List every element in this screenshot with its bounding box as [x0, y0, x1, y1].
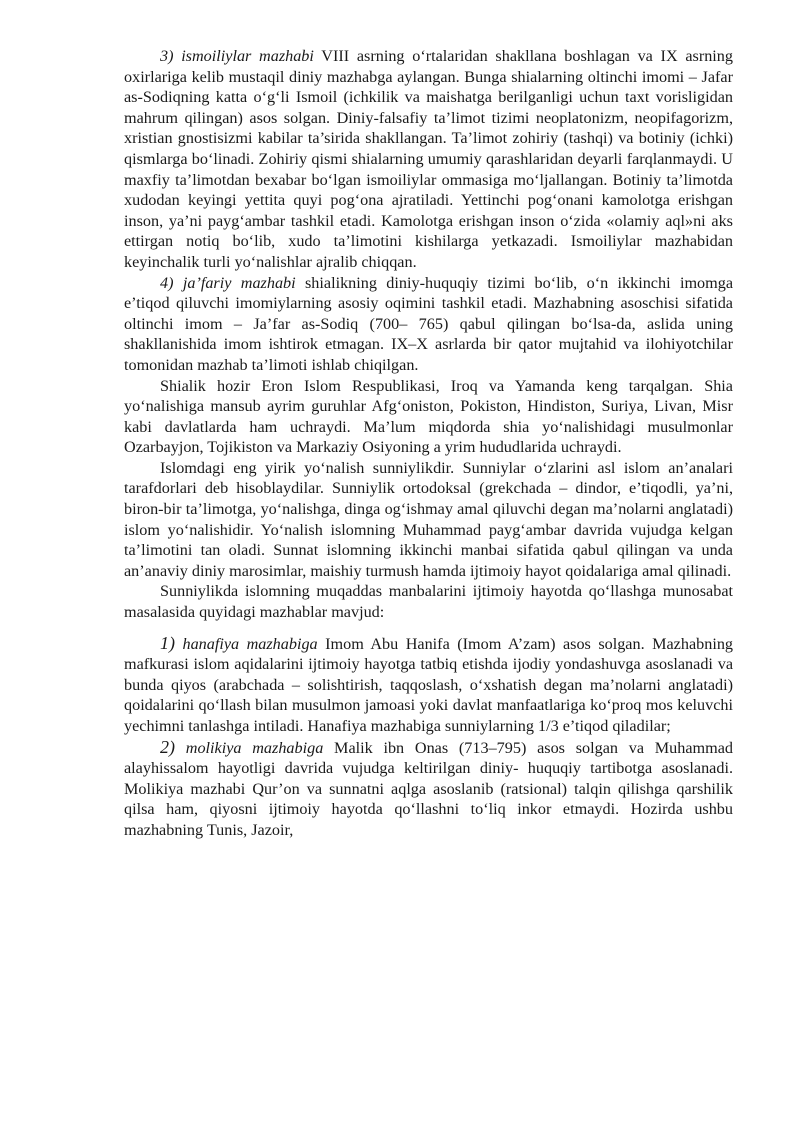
- term-hanafiya: hanafiya mazhabiga: [182, 634, 318, 653]
- document-page: [124, 46, 733, 841]
- paragraph-ismoiliylar: [124, 46, 733, 273]
- term-molikiya: molikiya mazhabiga: [185, 738, 324, 757]
- paragraph-text: Malik ibn Onas (713–795) asos solgan va Muhammad alayhissalom hayotligi davrida vujudga keltirilgan diniy- huquqiy tartibotga asoslanadi. Molikiya mazhabi Qur’on va sunnatni aqlga asoslanib (ratsional) talqin qilishga qarshilik qilsa ham, qiyosni ijtimoiy hayotda qo‘llashni to‘liq inkor etmaydi. Hozirda ushbu mazhabning Tunis, Jazoir,: [124, 738, 733, 839]
- list-number: 1): [160, 632, 175, 653]
- paragraph-text: Sunniylikda islomning muqaddas manbalarini ijtimoiy hayotda qo‘llashga munosabat masalasida quyidagi mazhablar mavjud:: [124, 582, 733, 622]
- paragraph-text: Islomdagi eng yirik yo‘nalish sunniylikdir. Sunniylar o‘zlarini asl islom an’analari tarafdorlari deb hisoblaydilar. Sunniylik ortodoksal (grekchada – dindor, e’tiqodli, ya’ni, biron-bir ta’limotga, yo‘nalishga, dinga og‘ishmay amal qiluvchi degan ma’nolarni anglatadi) islom yo‘nalishidir. Yo‘nalish islomning Muhammad payg‘ambar davrida vujudga kelgan ta’limotini tan oladi. Sunnat islomning ikkinchi manbai sifatida qabul qilingan va unda an’anaviy diniy marosimlar, maishiy turmush hamda ijtimoiy hayot qoidalariga amal qilinadi.: [124, 458, 733, 580]
- paragraph-text: Imom Abu Hanifa (Imom A’zam) asos solgan. Mazhabning mafkurasi islom aqidalarini ijtimoiy hayotga tatbiq etishda ijodiy yondashuvga asoslanadi va bunda qiyos (arabchada – solishtirish, taqqoslash, o‘xshatish degan ma’nolarni anglatadi) qoidalarini qo‘llash bilan musulmon jamoasi yoki davlat manfaatlariga ko‘proq mos keluvchi yechimni tanlashga intiladi. Hanafiya mazhabiga sunniylarning 1/3 e’tiqod qiladilar;: [124, 634, 734, 735]
- paragraph-text: Shialik hozir Eron Islom Respublikasi, Iroq va Yamanda keng tarqalgan. Shia yo‘nalishiga mansub ayrim guruhlar Afg‘oniston, Pokiston, Hindiston, Suriya, Livan, Misr kabi davlatlarda ham uchraydi. Ma’lum miqdorda shia yo‘nalishidagi musulmonlar Ozarbayjon, Tojikiston va Markaziy Osiyoning a yrim hududlarida uchraydi.: [124, 376, 733, 457]
- paragraph-text: shialikning diniy-huquqiy tizimi bo‘lib, o‘n ikkinchi imomga e’tiqod qiluvchi imomiylarning asosiy oqimini tashkil etadi. Mazhabning asoschisi sifatida oltinchi imom – Ja’far as-Sodiq (700– 765) qabul qilingan bo‘lsa-da, aslida uning shakllanishida imom ishtirok etmagan. IX–X asrlarda bir qator mujtahid va ilohiyotchilar tomonidan mazhab ta’limoti ishlab chiqilgan.: [124, 273, 733, 374]
- paragraph-text: VIII asrning o‘rtalaridan shakllana boshlagan va IX asrning oxirlariga kelib mustaqil diniy mazhabga aylangan. Bunga shialarning oltinchi imomi – Jafar as-Sodiqning katta o‘g‘li Ismoil (ichkilik va maishatga berilganligi uchun taxt vorisligidan mahrum qilingan) asos solgan. Diniy-falsafiy ta’limot tizimi neoplatonizm, neopifagorizm, xristian gnostisizmi kabilar ta’sirida shakllangan. Ta’limot zohiriy (tashqi) va botiniy (ichki) qismlarga bo‘linadi. Zohiriy qismi shialarning umumiy qarashlaridan deyarli farqlanmaydi. U maxfiy ta’limotdan bexabar bo‘lgan ismoiliylar ommasiga mo‘ljallangan. Botiniy ta’limotda xudodan keyingi yettita quyi pog‘ona ajratiladi. Yettinchi pog‘onani kamolotga erishgan inson, ya’ni payg‘ambar tashkil etadi. Kamolotga erishgan inson o‘zida «olamiy aql»ni aks ettirgan notiq bo‘lib, xudo ta’limotini kishilarga yetkazadi. Ismoiliylar mazhabidan keyinchalik turli yo‘nalishlar ajralib chiqqan.: [124, 47, 733, 271]
- paragraph-mazhablar-intro: [124, 581, 733, 622]
- paragraph-molikiya: [124, 737, 733, 841]
- term-ismoiliylar: ismoiliylar mazhabi: [181, 47, 314, 65]
- paragraph-hanafiya: [124, 633, 733, 737]
- list-number: 3): [160, 47, 174, 65]
- list-number: 2): [160, 736, 175, 757]
- paragraph-sunniylik: [124, 458, 733, 582]
- term-jafariy: ja’fariy mazhabi: [182, 273, 296, 292]
- paragraph-jafariy: [124, 273, 733, 376]
- list-number: 4): [160, 273, 174, 292]
- paragraph-shialik: [124, 376, 733, 458]
